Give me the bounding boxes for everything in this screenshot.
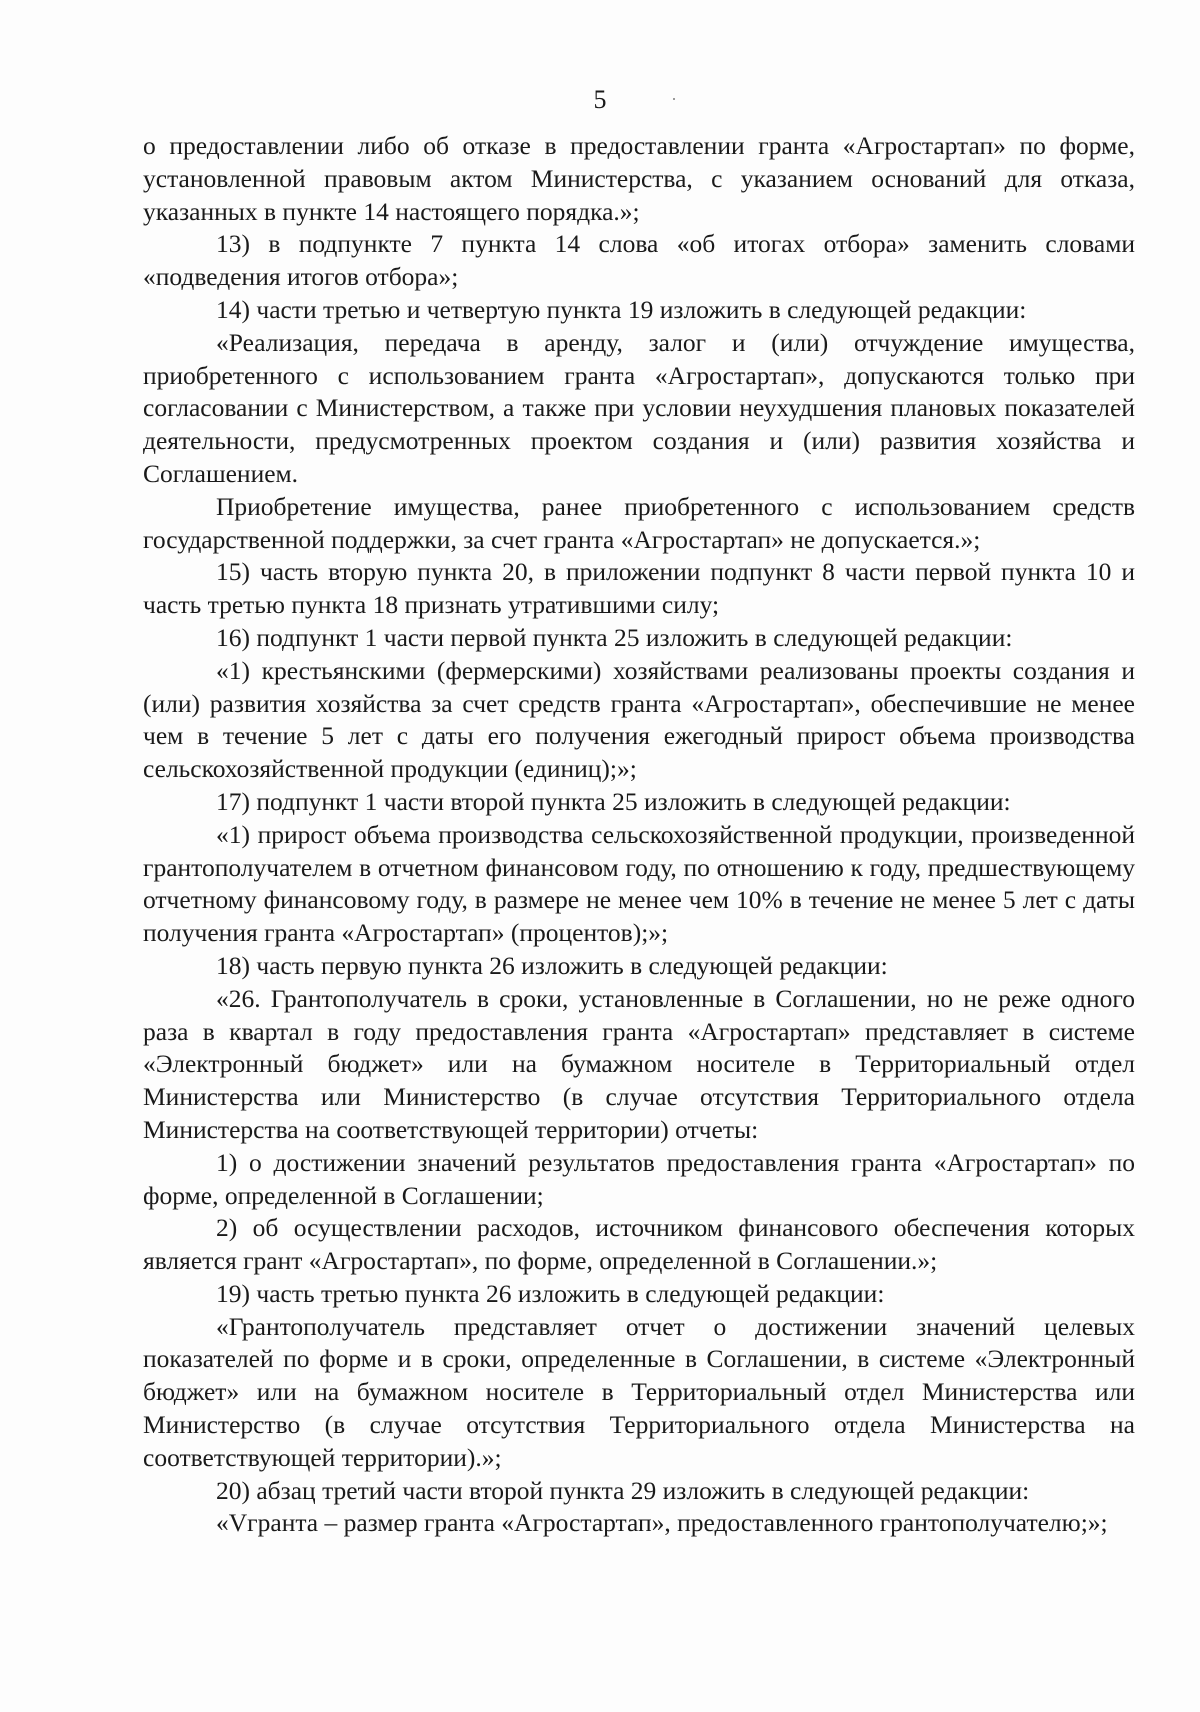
paragraph: «Vгранта – размер гранта «Агростартап», предоставленного грантополучателю;»;	[216, 1508, 1108, 1538]
scan-speck	[673, 98, 675, 100]
paragraph: о предоставлении либо об отказе в предоставлении гранта «Агростартап» по форме, установленной правовым актом Министерства, с указанием оснований для отказа, указанных в пункте 14 настоящего порядка.»;	[143, 131, 1135, 226]
paragraph: 15) часть вторую пункта 20, в приложении подпункт 8 части первой пункта 10 и часть третью пункта 18 признать утратившими силу;	[143, 557, 1135, 620]
paragraph: 18) часть первую пункта 26 изложить в следующей редакции:	[216, 950, 888, 980]
paragraph: 19) часть третью пункта 26 изложить в следующей редакции:	[216, 1278, 885, 1308]
paragraph: 14) части третью и четвертую пункта 19 изложить в следующей редакции:	[216, 294, 1027, 324]
paragraph: 16) подпункт 1 части первой пункта 25 изложить в следующей редакции:	[216, 622, 1013, 652]
paragraph: «Реализация, передача в аренду, залог и (или) отчуждение имущества, приобретенного с использованием гранта «Агростартап», допускаются только при согласовании с Министерством, а также при условии неухудшения плановых показателей деятельности, предусмотренных проектом создания и (или) развития хозяйства и Соглашением.	[143, 327, 1135, 488]
paragraph: «26. Грантополучатель в сроки, установленные в Соглашении, но не реже одного раза в квартал в году предоставления гранта «Агростартап» представляет в системе «Электронный бюджет» или на бумажном носителе в Территориальный отдел Министерства или Министерство (в случае отсутствия Территориального отдела Министерства на соответствующей территории) отчеты:	[143, 983, 1135, 1144]
paragraph: 20) абзац третий части второй пункта 29 изложить в следующей редакции:	[216, 1475, 1030, 1505]
paragraph: 1) о достижении значений результатов предоставления гранта «Агростартап» по форме, определенной в Соглашении;	[143, 1147, 1135, 1210]
page-number: 5	[593, 85, 607, 114]
paragraph: 13) в подпункте 7 пункта 14 слова «об итогах отбора» заменить словами «подведения итогов отбора»;	[143, 229, 1135, 292]
paragraph: «1) крестьянскими (фермерскими) хозяйствами реализованы проекты создания и (или) развития хозяйства за счет средств гранта «Агростартап», обеспечившие не менее чем в течение 5 лет с даты его получения ежегодный прирост объема производства сельскохозяйственной продукции (единиц);»;	[143, 655, 1135, 784]
paragraph: Приобретение имущества, ранее приобретенного с использованием средств государственной поддержки, за счет гранта «Агростартап» не допускается.»;	[143, 491, 1135, 554]
paragraph: «1) прирост объема производства сельскохозяйственной продукции, произведенной грантополучателем в отчетном финансовом году, по отношению к году, предшествующему отчетному финансовому году, в размере не менее чем 10% в течение не менее 5 лет с даты получения гранта «Агростартап» (процентов);»;	[143, 819, 1135, 948]
document-body	[143, 130, 1135, 1540]
paragraph: 17) подпункт 1 части второй пункта 25 изложить в следующей редакции:	[216, 786, 1011, 816]
paragraph: «Грантополучатель представляет отчет о достижении значений целевых показателей по форме и в сроки, определенные в Соглашении, в системе «Электронный бюджет» или на бумажном носителе в Территориальный отдел Министерства или Министерство (в случае отсутствия Территориального отдела Министерства на соответствующей территории).»;	[143, 1311, 1135, 1472]
paragraph: 2) об осуществлении расходов, источником финансового обеспечения которых является грант «Агростартап», по форме, определенной в Соглашении.»;	[143, 1213, 1135, 1276]
